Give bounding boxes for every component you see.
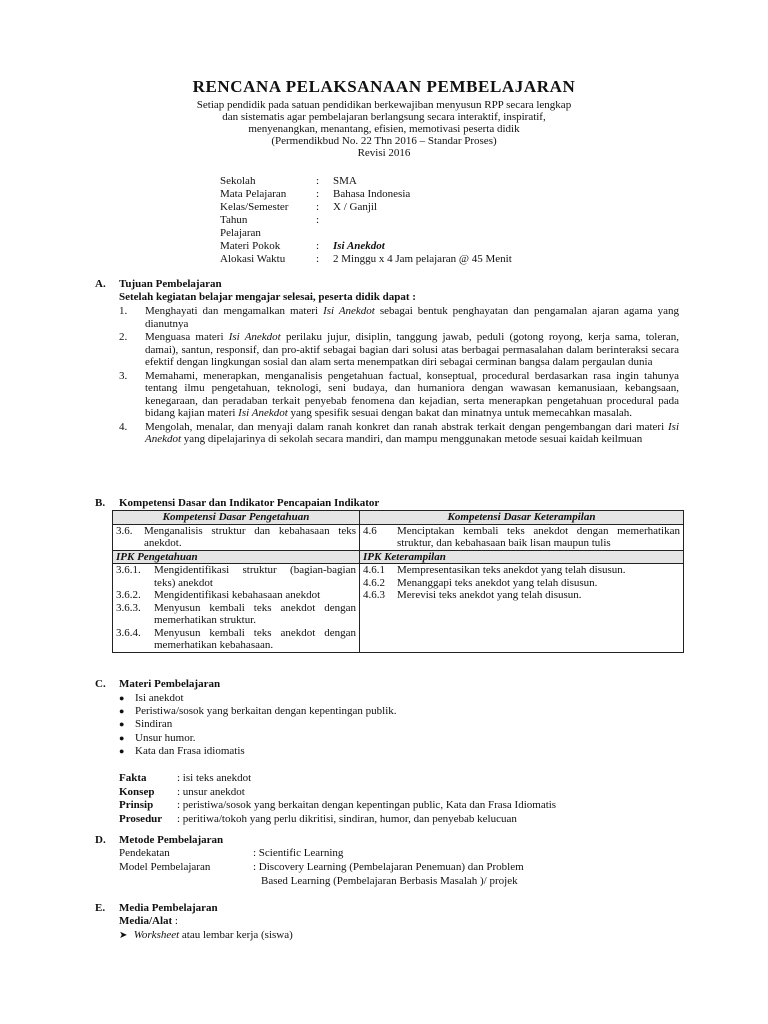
list-item xyxy=(119,718,397,731)
text-emphasis: Isi Anekdot xyxy=(238,407,288,419)
identity-value: Isi Anekdot xyxy=(333,240,385,252)
table-header: Kompetensi Dasar Keterampilan xyxy=(360,511,684,525)
identity-value: X / Ganjil xyxy=(333,201,377,213)
ipk-text: Mengidentifikasi struktur (bagian-bagian teks) anekdot xyxy=(154,564,356,589)
tujuan-list xyxy=(119,305,679,447)
section-letter: B. xyxy=(95,497,106,509)
identity-colon: : xyxy=(316,240,320,252)
metode-key: Model Pembelajaran xyxy=(119,861,211,873)
table-cell xyxy=(113,524,360,550)
ipk-number: 3.6.3. xyxy=(116,601,141,614)
item-number: 1. xyxy=(119,305,128,317)
bullet-text: Sindiran xyxy=(135,718,173,731)
table-cell xyxy=(360,564,684,653)
section-letter: E. xyxy=(95,902,106,914)
text-part: Memahami, menerapkan, menganalisis pengetahuan factual, konseptual, procedural berdasarkan rasa ingin tahunya tentang ilmu pengetahuan, teknologi, seni budaya, dan humaniora dengan wawasan kemanusiaan, kebangsaan, kenegaraan, dan peradaban terkait penyebab fenomena dan kejadian, serta menerapkan pengetahuan procedural pada bidang kajian materi xyxy=(145,369,679,419)
table-subheader: IPK Pengetahuan xyxy=(113,550,360,564)
definition-key: Prinsip xyxy=(119,799,154,811)
kd-text: Menganalisis struktur dan kebahasaan teks anekdot. xyxy=(144,524,356,549)
identity-value: 2 Minggu x 4 Jam pelajaran @ 45 Menit xyxy=(333,253,512,265)
text-part: sebagai bentuk penghayatan dan pengamalan ajaran agama yang dianutnya xyxy=(145,305,680,330)
subtitle-block xyxy=(0,99,768,159)
definition-value: : peritiwa/tokoh yang perlu dikritisi, sindiran, humor, dan penyebab kelucuan xyxy=(177,812,517,825)
subtitle-line: dan sistematis agar pembelajaran berlangsung secara interaktif, inspiratif, xyxy=(222,111,546,123)
kd-text: Menciptakan kembali teks anekdot dengan memerhatikan struktur, dan kebahasaan baik lisan maupun tulis xyxy=(397,524,680,549)
media-item-text: atau lembar kerja (siswa) xyxy=(179,928,293,941)
section-title: Media Pembelajaran xyxy=(119,902,218,914)
item-number: 4. xyxy=(119,420,128,433)
bullet-text: Peristiwa/sosok yang berkaitan dengan kepentingan publik. xyxy=(135,705,397,718)
section-title: Metode Pembelajaran xyxy=(119,834,224,846)
materi-bullet-list xyxy=(119,692,397,758)
text-part: perilaku jujur, disiplin, tanggung jawab, peduli (gotong royong, kerja sama, toleran, damai), santun, responsif, dan pro-aktif sebagai bagian dari solusi atas berbagai permasalahan dalam berinteraksi secara efektif dengan lingkungan sosial dan alam serta menempatkan diri sebagai cerminan bangsa dalam pergaulan dunia xyxy=(145,331,679,368)
ipk-text: Menyusun kembali teks anekdot dengan memerhatikan struktur. xyxy=(154,601,356,626)
table-cell xyxy=(113,564,360,653)
ipk-number: 4.6.1 xyxy=(363,564,385,576)
text-part: yang dipelajarinya di sekolah secara mandiri, dan mampu menggunakan metode sesuai kaidah keilmuan xyxy=(181,433,643,445)
text-emphasis: Isi Anekdot xyxy=(323,305,375,317)
ipk-text: Merevisi teks anekdot yang telah disusun. xyxy=(397,589,582,601)
item-text xyxy=(145,370,679,420)
identity-label: Materi Pokok xyxy=(220,240,281,252)
section-letter: C. xyxy=(95,678,106,690)
section-title: Kompetensi Dasar dan Indikator Pencapaian Indikator xyxy=(119,497,380,509)
table-header: Kompetensi Dasar Pengetahuan xyxy=(113,511,360,525)
identity-label: Tahun xyxy=(220,214,248,226)
bullet-icon: ● xyxy=(119,732,125,743)
media-sub-label: Media/Alat xyxy=(119,915,173,927)
section-letter: A. xyxy=(95,278,106,290)
definition-key: Prosedur xyxy=(119,812,163,825)
metode-value: : Scientific Learning xyxy=(253,847,344,859)
item-text xyxy=(145,305,679,330)
ipk-number: 3.6.2. xyxy=(116,589,141,601)
item-text xyxy=(145,421,679,446)
identity-colon: : xyxy=(316,253,320,265)
definition-key: Fakta xyxy=(119,772,147,784)
text-part: Mengolah, menalar, dan menyaji dalam ranah konkret dan ranah abstrak terkait dengan pengembangan dari materi xyxy=(145,420,668,433)
kd-number: 4.6 xyxy=(363,524,377,537)
text-part: Menguasa materi xyxy=(145,331,229,343)
metode-continuation: Based Learning (Pembelajaran Berbasis Masalah )/ projek xyxy=(261,875,518,887)
ipk-text: Mengidentifikasi kebahasaan anekdot xyxy=(154,589,321,601)
identity-value: SMA xyxy=(333,175,357,187)
text-part: yang spesifik sesuai dengan bakat dan minatnya untuk memecahkan masalah. xyxy=(287,407,633,419)
list-item xyxy=(119,370,679,420)
ipk-item xyxy=(116,589,356,602)
table-subheader: IPK Keterampilan xyxy=(360,550,684,564)
ipk-text: Menanggapi teks anekdot yang telah disusun. xyxy=(397,576,598,589)
definition-value: : peristiwa/sosok yang berkaitan dengan kepentingan public, Kata dan Frasa Idiomatis xyxy=(177,799,557,811)
text-part: Menghayati dan mengamalkan materi xyxy=(145,305,324,317)
section-title: Tujuan Pembelajaran xyxy=(119,278,222,290)
list-item xyxy=(119,705,397,718)
subtitle-line: Revisi 2016 xyxy=(357,147,411,159)
list-item xyxy=(119,305,679,330)
list-item xyxy=(119,745,397,758)
identity-label: Pelajaran xyxy=(220,227,261,239)
media-subheading xyxy=(119,915,293,929)
definition-value: : unsur anekdot xyxy=(177,785,245,798)
list-item xyxy=(119,692,397,705)
identity-value: Bahasa Indonesia xyxy=(333,188,411,200)
list-item xyxy=(119,331,679,369)
item-text xyxy=(145,331,679,369)
identity-colon: : xyxy=(316,201,320,213)
ipk-number: 4.6.3 xyxy=(363,589,385,601)
competency-table xyxy=(112,510,684,653)
bullet-icon: ● xyxy=(119,745,125,756)
text-emphasis: Isi Anekdot xyxy=(145,420,679,445)
bullet-icon: ● xyxy=(119,693,125,703)
ipk-number: 3.6.1. xyxy=(116,564,141,576)
list-item xyxy=(119,421,679,446)
ipk-item xyxy=(363,577,680,590)
identity-colon: : xyxy=(316,214,320,226)
metode-key: Pendekatan xyxy=(119,847,170,859)
media-block xyxy=(119,915,293,942)
text-emphasis: Isi Anekdot xyxy=(228,331,281,343)
item-number: 3. xyxy=(119,369,128,382)
ipk-item xyxy=(116,564,356,589)
list-item xyxy=(119,732,397,745)
section-title: Materi Pembelajaran xyxy=(119,678,221,690)
table-cell xyxy=(360,524,684,550)
bullet-icon: ● xyxy=(119,706,125,717)
ipk-item xyxy=(116,627,356,652)
subtitle-line: (Permendikbud No. 22 Thn 2016 – Standar Proses) xyxy=(271,135,497,147)
list-item xyxy=(119,929,293,943)
subtitle-line: Setiap pendidik pada satuan pendidikan berkewajiban menyusun RPP secara lengkap xyxy=(196,99,572,111)
kd-item xyxy=(363,525,680,550)
identity-label: Alokasi Waktu xyxy=(220,253,286,265)
kd-number: 3.6. xyxy=(116,524,133,537)
bullet-text: Isi anekdot xyxy=(135,692,184,704)
section-letter: D. xyxy=(95,834,106,846)
metode-value: : Discovery Learning (Pembelajaran Penemuan) dan Problem xyxy=(253,861,524,873)
page-title: RENCANA PELAKSANAAN PEMBELAJARAN xyxy=(192,77,576,96)
ipk-text: Mempresentasikan teks anekdot yang telah disusun. xyxy=(397,564,626,576)
ipk-number: 4.6.2 xyxy=(363,576,385,589)
definition-value: : isi teks anekdot xyxy=(177,772,252,784)
media-sub-colon: : xyxy=(172,915,178,927)
identity-label: Kelas/Semester xyxy=(220,201,289,213)
identity-label: Sekolah xyxy=(220,175,256,187)
arrow-icon: ➤ xyxy=(119,929,128,941)
subtitle-line: menyenangkan, menantang, efisien, memotivasi peserta didik xyxy=(248,123,520,135)
ipk-item xyxy=(363,564,680,577)
identity-colon: : xyxy=(316,175,320,187)
item-number: 2. xyxy=(119,331,128,343)
ipk-item xyxy=(116,602,356,627)
ipk-text: Menyusun kembali teks anekdot dengan memerhatikan kebahasaan. xyxy=(154,626,356,651)
bullet-text: Kata dan Frasa idiomatis xyxy=(135,744,245,757)
bullet-text: Unsur humor. xyxy=(135,731,196,744)
identity-colon: : xyxy=(316,188,320,200)
ipk-number: 3.6.4. xyxy=(116,626,141,639)
media-item-emphasis: Worksheet xyxy=(133,928,180,941)
kd-item xyxy=(116,525,356,550)
identity-label: Mata Pelajaran xyxy=(220,188,287,200)
section-a-intro: Setelah kegiatan belajar mengajar selesai, peserta didik dapat : xyxy=(119,291,416,303)
definition-key: Konsep xyxy=(119,785,155,798)
bullet-icon: ● xyxy=(119,719,125,730)
ipk-item xyxy=(363,589,680,602)
